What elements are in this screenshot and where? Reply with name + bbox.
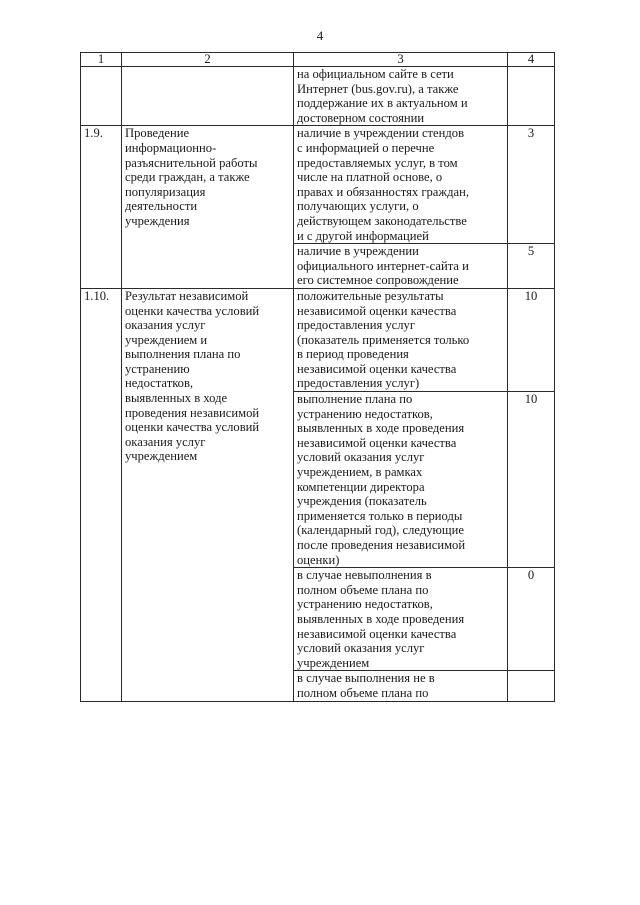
criterion-text: [294, 244, 508, 289]
item-title-line: оценки качества условий: [125, 303, 260, 318]
criterion-line: условий оказания услуг: [297, 641, 425, 656]
criterion-line: полном объеме плана по: [297, 685, 429, 700]
criterion-line: его системное сопровождение: [297, 273, 459, 288]
criterion-line: и с другой информацией: [297, 228, 429, 243]
criterion-line: наличие в учреждении стендов: [297, 126, 465, 141]
item-title-line: оказания услуг: [125, 318, 206, 333]
criterion-text: [294, 67, 508, 126]
item-title: [122, 288, 294, 701]
criterion-line: применяется только в периоды: [297, 508, 463, 523]
criterion-line: Интернет (bus.gov.ru), а также: [297, 81, 459, 96]
header-row: [81, 53, 555, 67]
item-title-line: оказания услуг: [125, 434, 206, 449]
table-row: [81, 126, 555, 244]
criterion-line: компетенции директора: [297, 479, 425, 494]
criterion-line: учреждением: [297, 655, 370, 670]
criterion-line: наличие в учреждении: [297, 244, 419, 259]
criterion-line: выполнение плана по: [297, 392, 413, 407]
criterion-score: [508, 671, 555, 701]
item-title-line: устранению: [125, 361, 190, 376]
criterion-line: независимой оценки качества: [297, 435, 457, 450]
criterion-score: [508, 67, 555, 126]
criterion-line: с информацией о перечне: [297, 140, 435, 155]
item-title-line: проведения независимой: [125, 405, 260, 420]
table-row: [81, 288, 555, 391]
criterion-score: 10: [508, 392, 555, 568]
criterion-line: поддержание их в актуальном и: [297, 96, 468, 111]
criterion-line: учреждением, в рамках: [297, 465, 423, 480]
criterion-text: [294, 126, 508, 244]
item-number: [81, 67, 122, 126]
header-col-1: 1: [81, 53, 122, 67]
criterion-score: 3: [508, 126, 555, 244]
item-title-line: учреждением: [125, 449, 198, 464]
criterion-text: [294, 568, 508, 671]
item-title: [122, 126, 294, 289]
header-col-3: 3: [294, 53, 508, 67]
item-title-line: Проведение: [125, 126, 190, 141]
criterion-text: [294, 671, 508, 701]
criterion-line: предоставляемых услуг, в том: [297, 155, 458, 170]
criterion-line: (календарный год), следующие: [297, 523, 464, 538]
item-title-line: деятельности: [125, 199, 198, 214]
item-title-line: Результат независимой: [125, 288, 249, 303]
criterion-line: действующем законодательстве: [297, 213, 467, 228]
criterion-line: выявленных в ходе проведения: [297, 611, 465, 626]
criterion-line: независимой оценки качества: [297, 626, 457, 641]
criterion-score: 5: [508, 244, 555, 289]
criterion-score: 10: [508, 288, 555, 391]
criterion-line: положительные результаты: [297, 288, 444, 303]
criterion-line: достоверном состоянии: [297, 110, 425, 125]
criterion-line: учреждения (показатель: [297, 494, 427, 509]
item-number: 1.10.: [81, 288, 122, 701]
item-title-line: информационно-: [125, 140, 217, 155]
item-title-line: среди граждан, а также: [125, 170, 250, 185]
item-title-line: выполнения плана по: [125, 347, 241, 362]
criterion-text: [294, 392, 508, 568]
criterion-line: устранению недостатков,: [297, 406, 433, 421]
item-title-line: разъяснительной работы: [125, 155, 258, 170]
criterion-line: устранению недостатков,: [297, 597, 433, 612]
criterion-line: полном объеме плана по: [297, 582, 429, 597]
criterion-line: независимой оценки качества: [297, 303, 457, 318]
criterion-line: независимой оценки качества: [297, 361, 457, 376]
criterion-line: условий оказания услуг: [297, 450, 425, 465]
header-col-4: 4: [508, 53, 555, 67]
item-title: [122, 67, 294, 126]
page-number: 4: [316, 28, 324, 43]
criterion-line: предоставления услуг: [297, 318, 416, 333]
header-col-2: 2: [122, 53, 294, 67]
table-row: [81, 67, 555, 126]
criterion-line: правах и обязанностях граждан,: [297, 184, 469, 199]
item-title-line: популяризация: [125, 184, 206, 199]
criterion-score: 0: [508, 568, 555, 671]
criterion-line: в случае невыполнения в: [297, 568, 432, 583]
criterion-line: предоставления услуг): [297, 376, 420, 391]
item-number: 1.9.: [81, 126, 122, 289]
criteria-table-body: [81, 53, 555, 702]
item-title-line: учреждения: [125, 213, 190, 228]
criterion-line: после проведения независимой: [297, 538, 466, 552]
criterion-line: в случае выполнения не в: [297, 671, 435, 686]
item-title-line: учреждением и: [125, 332, 208, 347]
item-title-line: оценки качества условий: [125, 420, 260, 435]
criterion-line: получающих услуги, о: [297, 199, 419, 214]
criterion-line: в период проведения: [297, 347, 409, 362]
criteria-table: [80, 52, 555, 702]
criterion-line: оценки): [297, 552, 340, 567]
item-title-line: выявленных в ходе: [125, 391, 228, 406]
criterion-line: на официальном сайте в сети: [297, 67, 454, 81]
criterion-line: выявленных в ходе проведения: [297, 421, 465, 436]
criterion-line: (показатель применяется только: [297, 332, 470, 347]
criterion-line: числе на платной основе, о: [297, 170, 443, 185]
criterion-line: официального интернет-сайта и: [297, 258, 469, 273]
criterion-text: [294, 288, 508, 391]
item-title-line: недостатков,: [125, 376, 194, 391]
